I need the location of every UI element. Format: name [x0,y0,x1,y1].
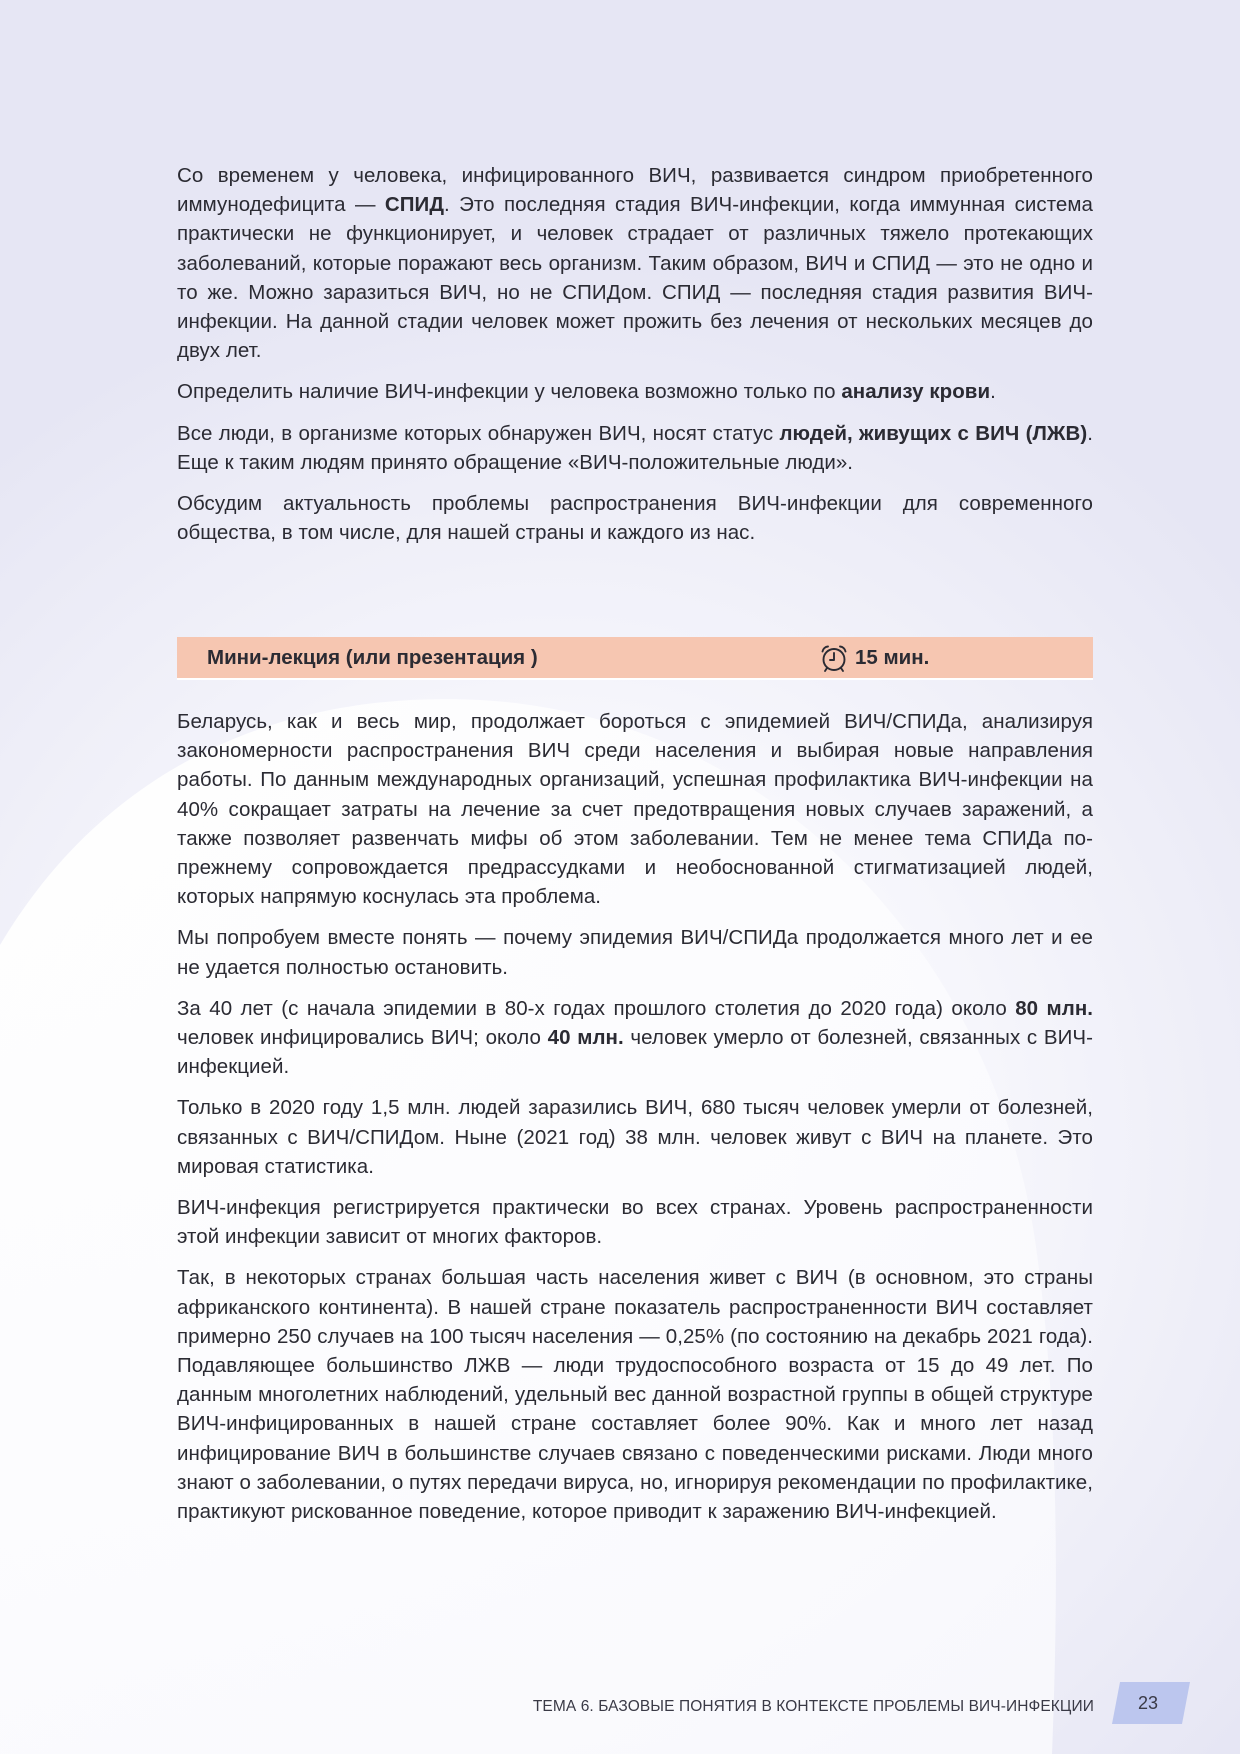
lecture-paragraph-belarus: Беларусь, как и весь мир, продолжает бороться с эпидемией ВИЧ/СПИДа, анализируя закономерности распространения ВИЧ среди населения и выбирая новые направления работы. По данным международных организаций, успешная профилактика ВИЧ-инфекции на 40% сокращает затраты на лечение за счет предотвращения новых случаев заражений, а также позволяет развенчать мифы об этом заболевании. Тем не менее тема СПИДа по-прежнему сопровождается предрассудками и необоснованной стигматизацией людей, которых напрямую коснулась эта проблема. [177,710,1093,909]
section-header-mini-lecture [177,637,1093,680]
section-title: Мини-лекция (или презентация ) [207,646,538,669]
page-number-badge [1112,1682,1190,1724]
page-number: 23 [1137,1693,1159,1713]
intro-paragraph-blood-test: Определить наличие ВИЧ-инфекции у человека возможно только по анализу крови. [177,380,996,404]
lecture-paragraph-40-years: За 40 лет (с начала эпидемии в 80-х годах прошлого столетия до 2020 года) около 80 млн. человек инфицировались ВИЧ; около 40 млн. человек умерло от болезней, связанных с ВИЧ-инфекцией. [177,996,1094,1079]
intro-text-block [177,161,1093,559]
footer-topic: ТЕМА 6. БАЗОВЫЕ ПОНЯТИЯ В КОНТЕКСТЕ ПРОБЛЕМЫ ВИЧ-ИНФЕКЦИИ [532,1698,1094,1715]
lecture-paragraph-2020: Только в 2020 году 1,5 млн. людей заразились ВИЧ, 680 тысяч человек умерли от болезней, связанных с ВИЧ/СПИДом. Ныне (2021 год) 38 млн. человек живут с ВИЧ на планете. Это мировая статистика. [177,1096,1093,1178]
lecture-paragraph-countries: Так, в некоторых странах большая часть населения живет с ВИЧ (в основном, это страны африканского континента). В нашей стране показатель распространенности ВИЧ составляет примерно 250 случаев на 100 тысяч населения — 0,25% (по состоянию на декабрь 2021 года). Подавляющее большинство ЛЖВ — люди трудоспособного возраста от 15 до 49 лет. По данным многолетних наблюдений, удельный вес данной возрастной группы в общей структуре ВИЧ-инфицированных в нашей стране составляет более 90%. Как и много лет назад инфицирование ВИЧ в большинстве случаев связано с поведенческими рисками. Люди много знают о заболевании, о путях передачи вируса, но, игнорируя рекомендации по профилактике, практикуют рискованное поведение, которое приводит к заражению ВИЧ-инфекцией. [177,1266,1093,1524]
lecture-paragraph-prevalence: ВИЧ-инфекция регистрируется практически во всех странах. Уровень распространенности этой инфекции зависит от многих факторов. [177,1196,1093,1249]
lecture-text-block [177,707,1093,1538]
alarm-clock-icon [819,643,849,673]
section-duration [819,637,929,678]
intro-paragraph-discussion: Обсудим актуальность проблемы распространения ВИЧ-инфекции для современного общества, в том числе, для нашей страны и каждого из нас. [177,492,1093,545]
lecture-paragraph-why: Мы попробуем вместе понять — почему эпидемия ВИЧ/СПИДа продолжается много лет и ее не удается полностью остановить. [177,926,1093,979]
intro-paragraph-plhiv: Все люди, в организме которых обнаружен ВИЧ, носят статус людей, живущих с ВИЧ (ЛЖВ). Еще к таким людям принято обращение «ВИЧ-положительные люди». [177,421,1093,474]
intro-paragraph-aids: Со временем у человека, инфицированного ВИЧ, развивается синдром приобретенного иммунодефицита — СПИД. Это последняя стадия ВИЧ-инфекции, когда иммунная система практически не функционирует, и человек страдает от различных тяжело протекающих заболеваний, которые поражают весь организм. Таким образом, ВИЧ и СПИД — это не одно и то же. Можно заразиться ВИЧ, но не СПИДом. СПИД — последняя стадия развития ВИЧ-инфекции. На данной стадии человек может прожить без лечения от нескольких месяцев до двух лет. [177,164,1093,363]
duration-label: 15 мин. [855,645,930,669]
